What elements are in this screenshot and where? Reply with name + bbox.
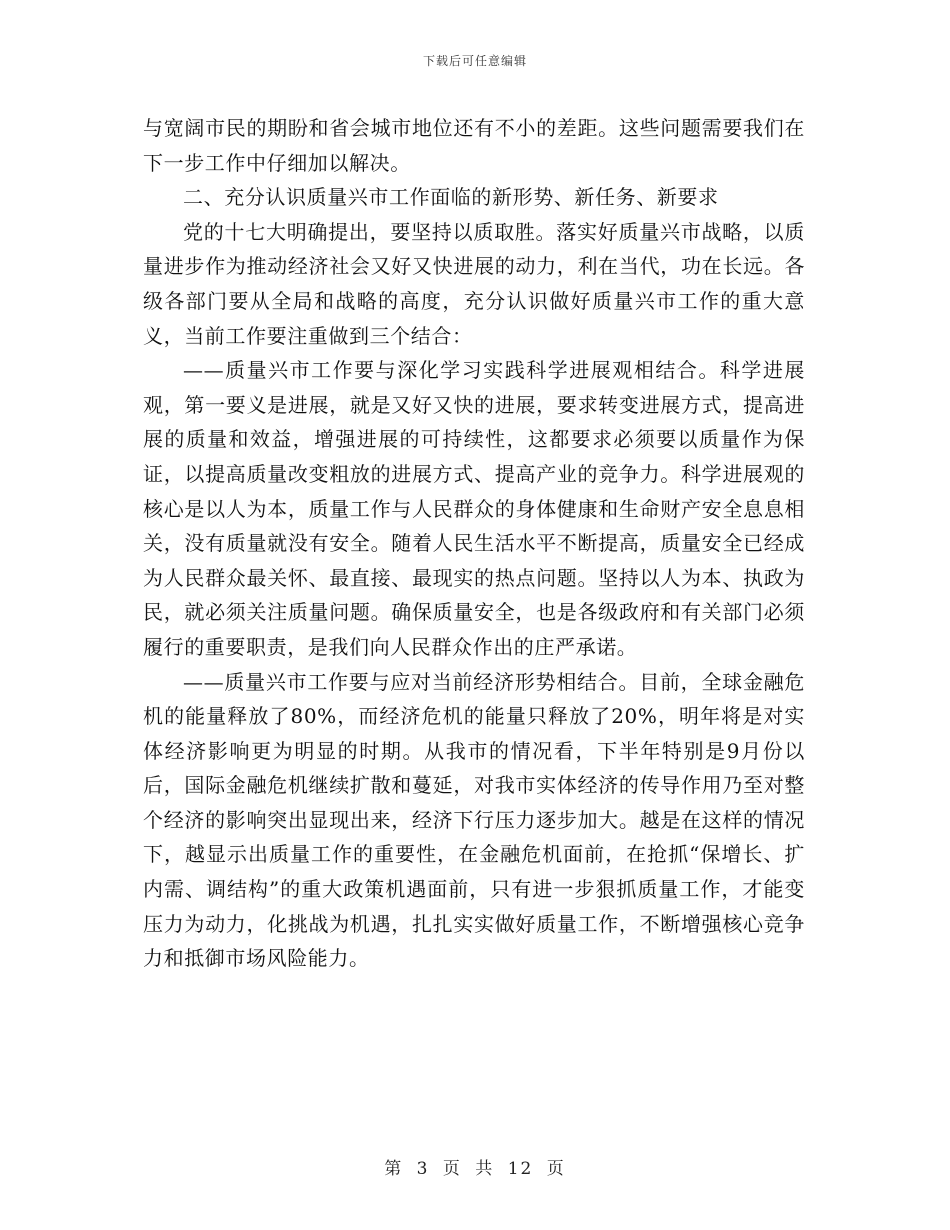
paragraph: 党的十七大明确提出，要坚持以质取胜。落实好质量兴市战略，以质量进步作为推动经济社会又好又快进展的动力，利在当代，功在长远。各级各部门要从全局和战略的高度，充分认识做好质量兴市工作的重大意义，当前工作要注重做到三个结合： [143,219,805,348]
paragraph-continued: 与宽阔市民的期盼和省会城市地位还有不小的差距。这些问题需要我们在下一步工作中仔细加以解决。 [143,116,805,175]
page-number: 第 3 页 共 12 页 [384,1159,566,1179]
section-heading: 二、充分认识质量兴市工作面临的新形势、新任务、新要求 [183,185,719,210]
document-body [143,111,805,976]
paragraph: ——质量兴市工作要与深化学习实践科学进展观相结合。科学进展观，第一要义是进展，就是又好又快的进展，要求转变进展方式，提高进展的质量和效益，增强进展的可持续性，这都要求必须要以质量作为保证，以提高质量改变粗放的进展方式、提高产业的竞争力。科学进展观的核心是以人为本，质量工作与人民群众的身体健康和生命财产安全息息相关，没有质量就没有安全。随着人民生活水平不断提高，质量安全已经成为人民群众最关怀、最直接、最现实的热点问题。坚持以人为本、执政为民，就必须关注质量问题。确保质量安全，也是各级政府和有关部门必须履行的重要职责，是我们向人民群众作出的庄严承诺。 [143,358,805,659]
paragraph: ——质量兴市工作要与应对当前经济形势相结合。目前，全球金融危机的能量释放了80%，而经济危机的能量只释放了20%，明年将是对实体经济影响更为明显的时期。从我市的情况看，下半年特别是9月份以后，国际金融危机继续扩散和蔓延，对我市实体经济的传导作用乃至对整个经济的影响突出显现出来，经济下行压力逐步加大。越是在这样的情况下，越显示出质量工作的重要性，在金融危机面前，在抢抓“保增长、扩内需、调结构”的重大政策机遇面前，只有进一步狠抓质量工作，才能变压力为动力，化挑战为机遇，扎扎实实做好质量工作，不断增强核心竞争力和抵御市场风险能力。 [143,669,805,971]
page-header-note: 下载后可任意编辑 [422,54,527,68]
